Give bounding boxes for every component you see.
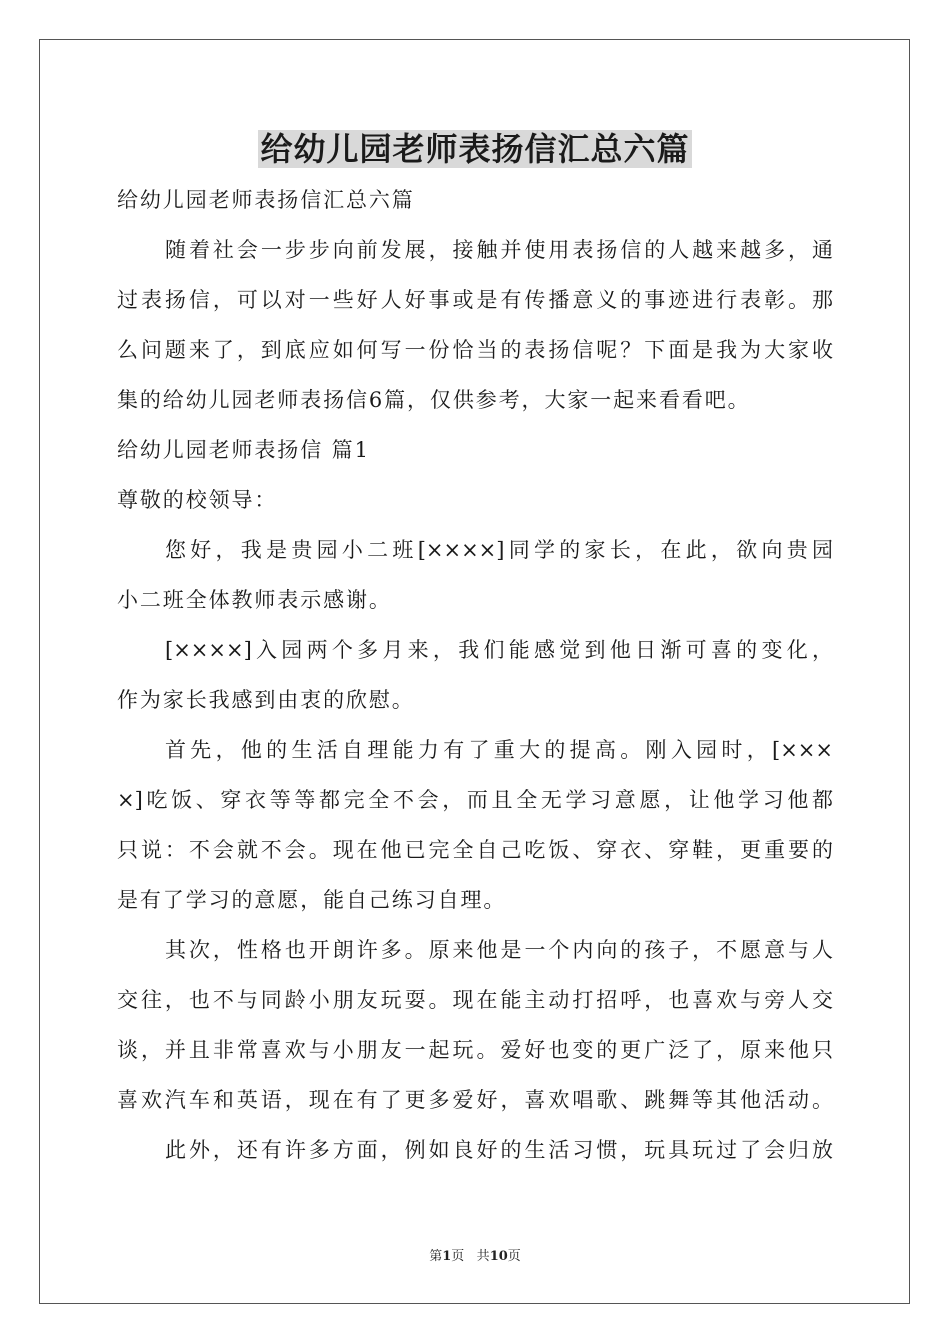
footer-page-number: 1 [442,1249,452,1264]
text-line: 谈，并且非常喜欢与小朋友一起玩。爱好也变的更广泛了，原来他只 [117,1038,833,1062]
footer-page-suffix: 页 [451,1249,465,1264]
footer-total-pages: 10 [489,1249,508,1264]
text-line: 您好，我是贵园小二班[××××]同学的家长，在此，欲向贵园 [165,538,833,562]
text-line: 首先，他的生活自理能力有了重大的提高。刚入园时，[××× [165,738,833,762]
text-line: [××××]入园两个多月来，我们能感觉到他日渐可喜的变化， [165,638,833,662]
text-line: 集的给幼儿园老师表扬信6篇，仅供参考，大家一起来看看吧。 [117,388,751,412]
text-line: 其次，性格也开朗许多。原来他是一个内向的孩子，不愿意与人 [165,938,833,962]
text-line: 过表扬信，可以对一些好人好事或是有传播意义的事迹进行表彰。那 [117,288,833,312]
footer-total-suffix: 页 [507,1249,521,1264]
text-line: 只说：不会就不会。现在他已完全自己吃饭、穿衣、穿鞋，更重要的 [117,838,833,862]
footer-page-prefix: 第 [429,1249,443,1264]
text-line: 给幼儿园老师表扬信 篇1 [117,438,370,462]
document-title [0,124,950,174]
text-line: 是有了学习的意愿，能自己练习自理。 [117,888,507,912]
text-line: 么问题来了，到底应如何写一份恰当的表扬信呢？下面是我为大家收 [117,338,833,362]
text-line: 喜欢汽车和英语，现在有了更多爱好，喜欢唱歌、跳舞等其他活动。 [117,1088,833,1112]
page-footer [0,1245,950,1264]
text-line: 作为家长我感到由衷的欣慰。 [117,688,415,712]
footer-total-prefix: 共 [476,1249,490,1264]
text-line: 随着社会一步步向前发展，接触并使用表扬信的人越来越多，通 [165,238,833,262]
text-line: 小二班全体教师表示感谢。 [117,588,392,612]
text-line: 尊敬的校领导： [117,488,278,512]
text-line: ×]吃饭、穿衣等等都完全不会，而且全无学习意愿，让他学习他都 [117,788,833,812]
document-body [117,175,833,1175]
document-title-text: 给幼儿园老师表扬信汇总六篇 [260,130,690,168]
text-line: 交往，也不与同龄小朋友玩耍。现在能主动打招呼，也喜欢与旁人交 [117,988,833,1012]
text-line: 此外，还有许多方面，例如良好的生活习惯，玩具玩过了会归放 [165,1138,833,1162]
text-line: 给幼儿园老师表扬信汇总六篇 [117,188,415,212]
